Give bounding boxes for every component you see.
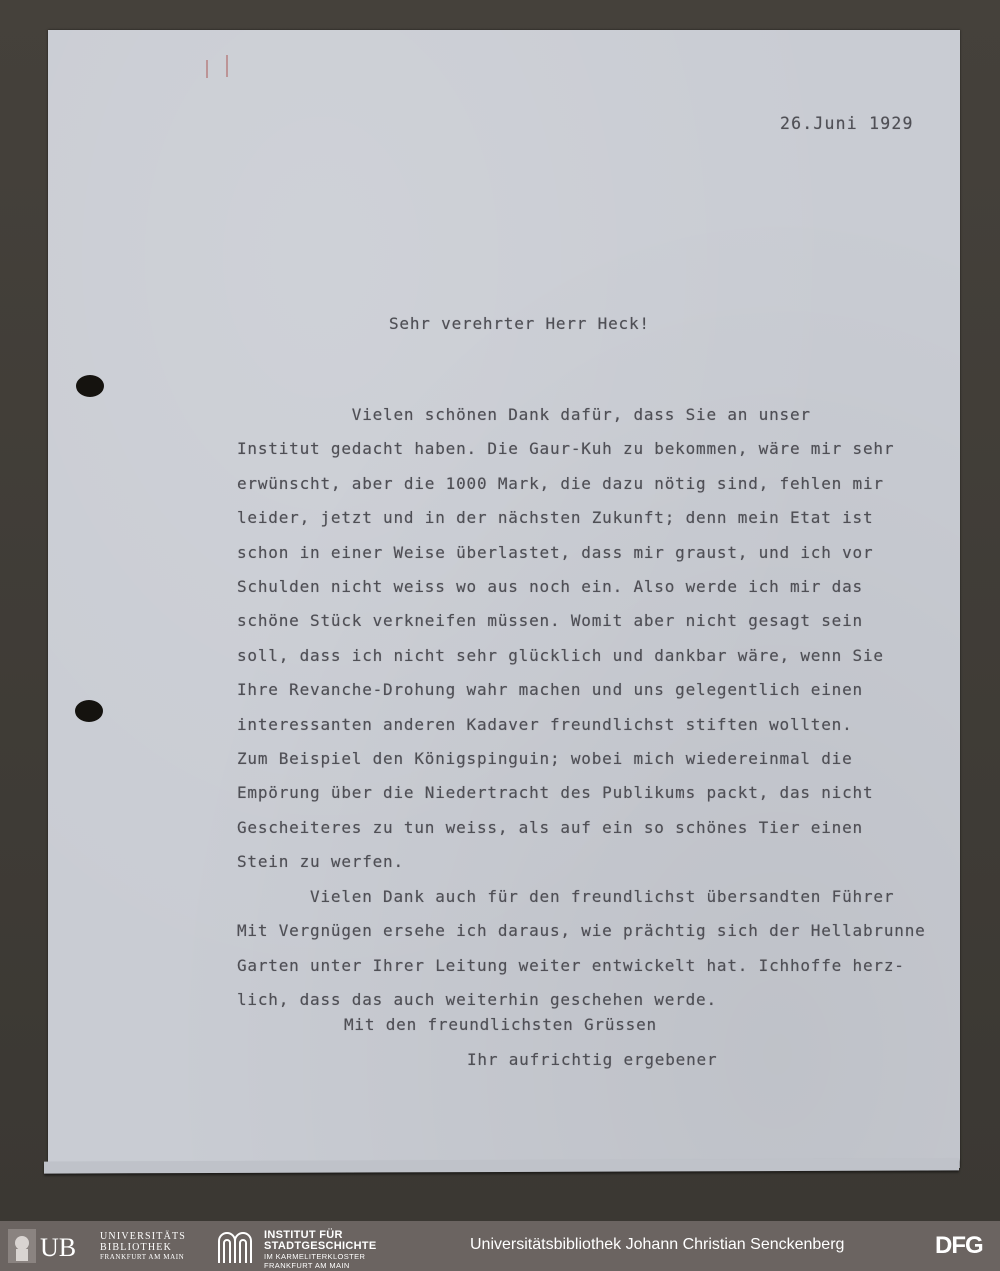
library-name: Universitätsbibliothek Johann Christian Senckenberg [470,1236,845,1253]
isg-line-stadtgeschichte: STADTGESCHICHTE [264,1240,377,1252]
letter-salutation: Sehr verehrter Herr Heck! [389,314,650,333]
punch-hole-top [76,375,104,397]
letter-body-line: Vielen Dank auch für den freundlichst übersandten Führer [237,886,895,906]
footer-bar [0,1221,1000,1271]
letter-body-line: Schulden nicht weiss wo aus noch ein. Also werde ich mir das [237,577,863,597]
ub-line-bibliothek: BIBLIOTHEK [100,1242,172,1253]
pencil-mark [226,55,228,77]
isg-line-institut: INSTITUT FÜR [264,1229,343,1241]
ub-wordmark [100,1231,210,1262]
letter-body-line: Ihre Revanche-Drohung wahr machen und uns gelegentlich einen [237,680,863,700]
ub-logo-icon [8,1229,94,1263]
letter-body-line: soll, dass ich nicht sehr glücklich und dankbar wäre, wenn Sie [237,645,884,665]
letter-body-line: Stein zu werfen. [237,852,404,872]
isg-wordmark [264,1230,414,1270]
dfg-logo: DFG [935,1232,983,1259]
letter-body-line: Vielen schönen Dank dafür, dass Sie an unser [237,405,811,424]
letter-body-line: erwünscht, aber die 1000 Mark, die dazu nötig sind, fehlen mir [237,473,884,493]
isg-line-karmeliterkloster: IM KARMELITERKLOSTER [264,1252,366,1261]
letter-body-line: schöne Stück verkneifen müssen. Womit aber nicht gesagt sein [237,611,863,631]
pencil-mark [206,60,208,78]
letter-body-line: Gescheiteres zu tun weiss, als auf ein so schönes Tier einen [237,817,863,837]
letter-body-line: lich, dass das auch weiterhin geschehen werde. [237,989,717,1009]
letter-date: 26.Juni 1929 [780,114,914,133]
isg-logo-icon [215,1229,255,1263]
letter-body-line: leider, jetzt und in der nächsten Zukunft; denn mein Etat ist [237,508,874,528]
letter-body-line: Zum Beispiel den Königspinguin; wobei mich wiedereinmal die [237,749,853,769]
isg-line-city: FRANKFURT AM MAIN [264,1261,350,1270]
letter-body-line: Mit Vergnügen ersehe ich daraus, wie prächtig sich der Hellabrunne [237,921,926,941]
ub-line-city: FRANKFURT AM MAIN [100,1253,185,1261]
punch-hole-bottom [75,700,103,722]
letter-sheet-edge [44,1158,959,1173]
letter-body-line: interessanten anderen Kadaver freundlichst stiften wollten. [237,714,853,734]
letter-closing: Mit den freundlichsten Grüssen [344,1015,657,1034]
letter-body-line: Garten unter Ihrer Leitung weiter entwickelt hat. Ichhoffe herz- [237,955,905,975]
letter-body-line: Institut gedacht haben. Die Gaur-Kuh zu bekommen, wäre mir sehr [237,439,895,459]
letter-body-line: schon in einer Weise überlastet, dass mir graust, und ich vor [237,542,874,562]
ub-line-universitaets: UNIVERSITÄTS [100,1231,187,1242]
letter-body-line: Empörung über die Niedertracht des Publikums packt, das nicht [237,783,874,803]
letter-signature: Ihr aufrichtig ergebener [467,1050,718,1069]
letter-body [237,398,926,1017]
ub-logo-letters: UB [40,1233,77,1262]
